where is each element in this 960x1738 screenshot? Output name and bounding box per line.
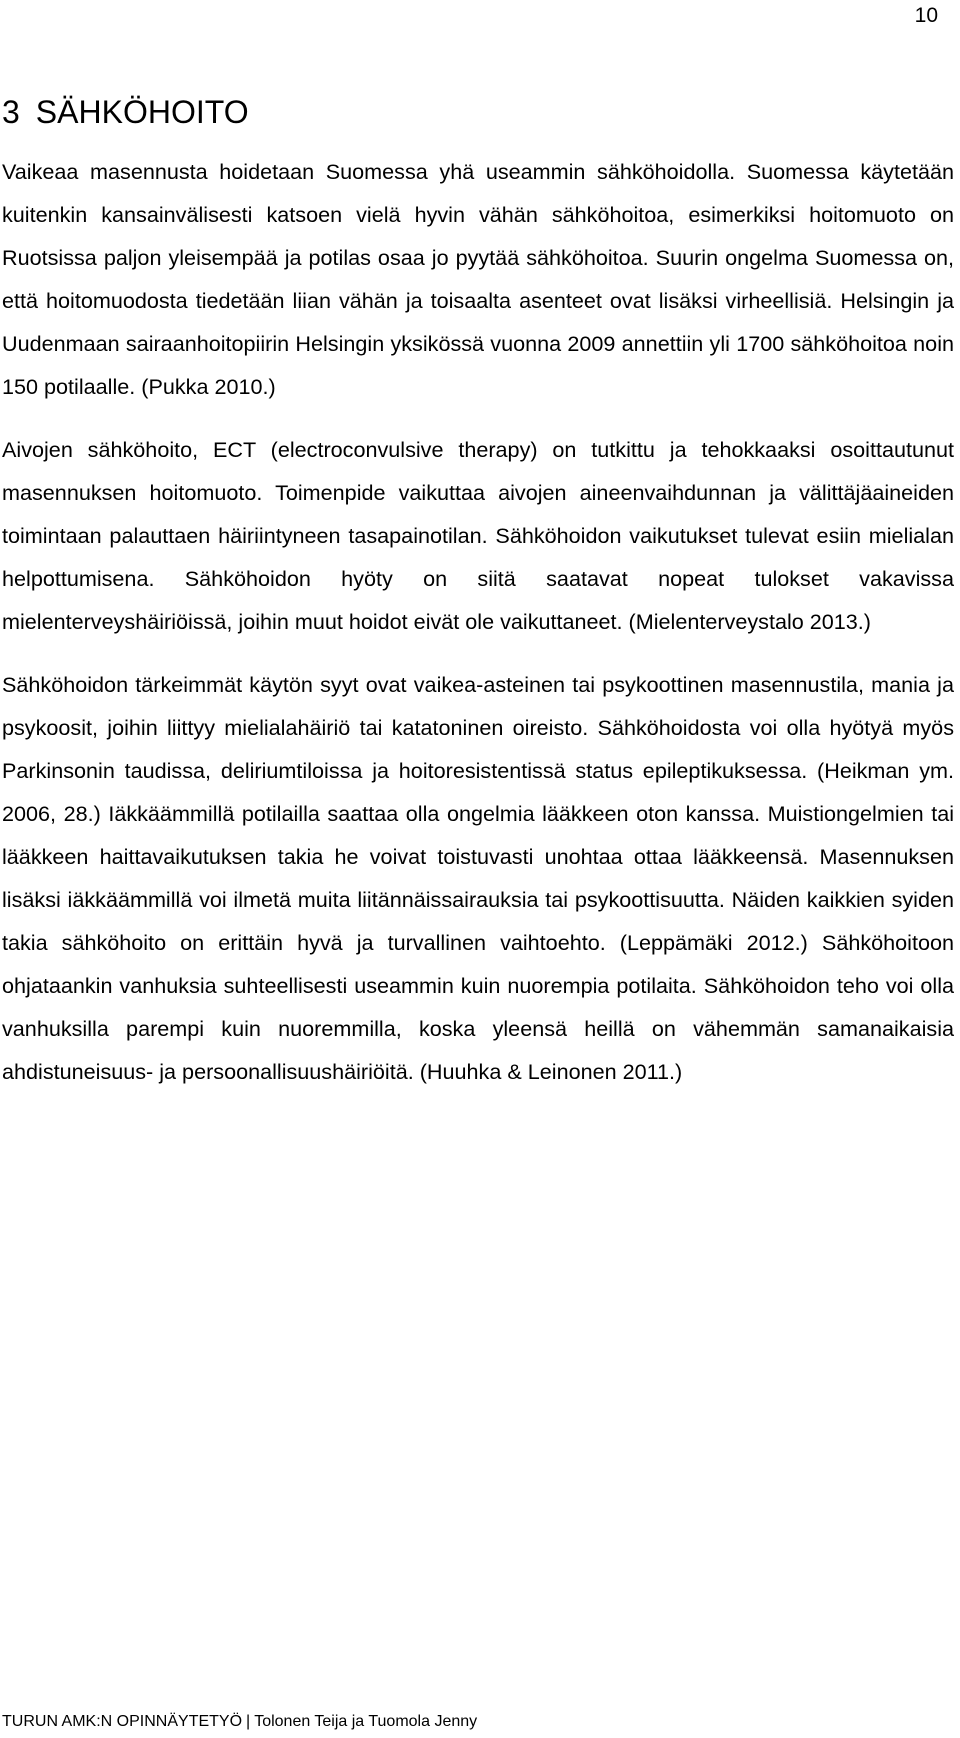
page-footer [2,1712,477,1732]
paragraph-1: Vaikeaa masennusta hoidetaan Suomessa yhä useammin sähköhoidolla. Suomessa käytetään kuitenkin kansainvälisesti katsoen vielä hyvin vähän sähköhoitoa, esimerkiksi hoitomuoto on Ruotsissa paljon yleisempää ja potilas osaa jo pyytää sähköhoitoa. Suurin ongelma Suomessa on, että hoitomuodosta tiedetään liian vähän ja toisaalta asenteet ovat lisäksi virheellisiä. Helsingin ja Uudenmaan sairaanhoitopiirin Helsingin yksikössä vuonna 2009 annettiin yli 1700 sähköhoitoa noin 150 potilaalle. (Pukka 2010.) [2,159,954,399]
section-number: 3 [2,94,20,130]
footer-authors: Tolonen Teija ja Tuomola Jenny [254,1713,478,1730]
paragraph-2: Aivojen sähköhoito, ECT (electroconvulsive therapy) on tutkittu ja tehokkaaksi osoittautunut masennuksen hoitomuoto. Toimenpide vaikuttaa aivojen aineenvaihdunnan ja välittäjäaineiden toimintaan palauttaen häiriintyneen tasapainotilan. Sähköhoidon vaikutukset tulevat esiin mielialan helpottumisena. Sähköhoidon hyöty on siitä saatavat nopeat tulokset vakavissa mielenterveyshäiriöissä, joihin muut hoidot eivät ole vaikuttaneet. (Mielenterveystalo 2013.) [2,437,954,634]
page-number: 10 [914,4,938,27]
section-title: SÄHKÖHOITO [35,94,249,130]
footer-institution: TURUN AMK:N OPINNÄYTETYÖ [2,1713,243,1730]
section-heading [2,90,954,134]
paragraph-3: Sähköhoidon tärkeimmät käytön syyt ovat vaikea-asteinen tai psykoottinen masennustila, mania ja psykoosit, joihin liittyy mielialahäiriö tai katatoninen oireisto. Sähköhoidosta voi olla hyötyä myös Parkinsonin taudissa, deliriumtiloissa ja hoitoresistentissä status epileptikuksessa. (Heikman ym. 2006, 28.) Iäkkäämmillä potilailla saattaa olla ongelmia lääkkeen oton kanssa. Muistiongelmien tai lääkkeen haittavaikutuksen takia he voivat toistuvasti unohtaa ottaa lääkkeensä. Masennuksen lisäksi iäkkäämmillä voi ilmetä muita liitännäissairauksia tai psykoottisuutta. Näiden kaikkien syiden takia sähköhoito on erittäin hyvä ja turvallinen vaihtoehto. (Leppämäki 2012.) Sähköhoitoon ohjataankin vanhuksia suhteellisesti useammin kuin nuorempia potilaita. Sähköhoidon teho voi olla vanhuksilla parempi kuin nuoremmilla, koska yleensä heillä on vähemmän samanaikaisia ahdistuneisuus- ja persoonallisuushäiriöitä. (Huuhka & Leinonen 2011.) [2,672,954,1084]
footer-separator: | [246,1713,251,1730]
document-body [2,90,954,1113]
